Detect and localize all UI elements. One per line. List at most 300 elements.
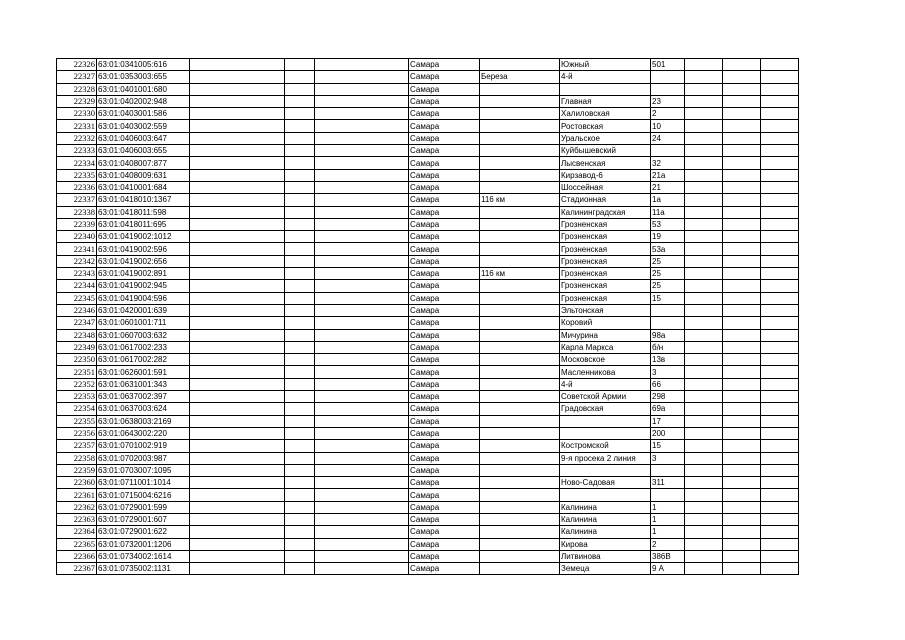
cell-num: 22329 xyxy=(57,95,97,107)
table-row xyxy=(57,317,799,329)
cell-c12 xyxy=(761,415,799,427)
cell-c10 xyxy=(685,317,723,329)
cell-cadastral: 63:01:0419002:596 xyxy=(97,243,190,255)
cell-c12 xyxy=(761,427,799,439)
cell-c10 xyxy=(685,403,723,415)
cell-city: Самара xyxy=(409,464,480,476)
table-row xyxy=(57,59,799,71)
cell-cadastral: 63:01:0419004:596 xyxy=(97,292,190,304)
table-row xyxy=(57,268,799,280)
cell-c4 xyxy=(285,391,315,403)
cell-num: 22345 xyxy=(57,292,97,304)
cell-locality xyxy=(480,354,560,366)
cell-num: 22359 xyxy=(57,464,97,476)
cell-c10 xyxy=(685,132,723,144)
cell-c5 xyxy=(315,477,409,489)
cell-num: 22335 xyxy=(57,169,97,181)
cell-c11 xyxy=(723,563,761,575)
cell-num: 22339 xyxy=(57,218,97,230)
cell-c12 xyxy=(761,452,799,464)
cell-house xyxy=(651,317,685,329)
cell-num: 22357 xyxy=(57,440,97,452)
cell-street: Литвинова xyxy=(560,550,651,562)
cell-c12 xyxy=(761,378,799,390)
cell-c10 xyxy=(685,489,723,501)
cell-c11 xyxy=(723,120,761,132)
table-row xyxy=(57,452,799,464)
cell-house: 32 xyxy=(651,157,685,169)
cell-c3 xyxy=(190,194,285,206)
cell-street: Кирова xyxy=(560,538,651,550)
cell-city: Самара xyxy=(409,391,480,403)
cell-c3 xyxy=(190,501,285,513)
cell-c10 xyxy=(685,108,723,120)
cell-c4 xyxy=(285,268,315,280)
cell-c10 xyxy=(685,292,723,304)
cell-house: 10 xyxy=(651,120,685,132)
cell-c3 xyxy=(190,489,285,501)
cell-city: Самара xyxy=(409,378,480,390)
cell-house: 19 xyxy=(651,231,685,243)
table-row xyxy=(57,489,799,501)
cell-c12 xyxy=(761,71,799,83)
cell-c12 xyxy=(761,169,799,181)
cell-street xyxy=(560,427,651,439)
cell-num: 22326 xyxy=(57,59,97,71)
cell-house: 25 xyxy=(651,280,685,292)
cell-city: Самара xyxy=(409,280,480,292)
cell-c4 xyxy=(285,108,315,120)
cell-c4 xyxy=(285,120,315,132)
cell-c10 xyxy=(685,95,723,107)
cell-cadastral: 63:01:0418011:598 xyxy=(97,206,190,218)
cell-c11 xyxy=(723,181,761,193)
cell-num: 22342 xyxy=(57,255,97,267)
cell-c11 xyxy=(723,329,761,341)
table-row xyxy=(57,403,799,415)
cell-cadastral: 63:01:0607003:632 xyxy=(97,329,190,341)
cell-c3 xyxy=(190,280,285,292)
table-row xyxy=(57,83,799,95)
cell-city: Самара xyxy=(409,477,480,489)
cell-num: 22355 xyxy=(57,415,97,427)
cell-c12 xyxy=(761,501,799,513)
cell-c10 xyxy=(685,477,723,489)
cell-city: Самара xyxy=(409,329,480,341)
table-row xyxy=(57,391,799,403)
cell-c10 xyxy=(685,378,723,390)
cell-c4 xyxy=(285,95,315,107)
cell-c5 xyxy=(315,59,409,71)
cell-c10 xyxy=(685,59,723,71)
table-row xyxy=(57,231,799,243)
cell-locality xyxy=(480,145,560,157)
cell-street xyxy=(560,489,651,501)
cell-house: 53 xyxy=(651,218,685,230)
cell-c5 xyxy=(315,317,409,329)
table-row xyxy=(57,526,799,538)
cell-c5 xyxy=(315,391,409,403)
cell-c5 xyxy=(315,563,409,575)
cell-num: 22333 xyxy=(57,145,97,157)
cell-c10 xyxy=(685,218,723,230)
cell-locality xyxy=(480,292,560,304)
cell-c12 xyxy=(761,341,799,353)
cell-c3 xyxy=(190,391,285,403)
cell-locality xyxy=(480,280,560,292)
cell-c12 xyxy=(761,194,799,206)
cell-city: Самара xyxy=(409,526,480,538)
cell-c5 xyxy=(315,501,409,513)
cell-cadastral: 63:01:0406003:647 xyxy=(97,132,190,144)
cell-street: Калинина xyxy=(560,526,651,538)
cell-c5 xyxy=(315,329,409,341)
cell-c10 xyxy=(685,157,723,169)
cell-c11 xyxy=(723,95,761,107)
cell-c11 xyxy=(723,464,761,476)
table-row xyxy=(57,550,799,562)
cell-locality xyxy=(480,415,560,427)
cell-c11 xyxy=(723,71,761,83)
cell-c4 xyxy=(285,378,315,390)
cell-c3 xyxy=(190,218,285,230)
cell-c10 xyxy=(685,169,723,181)
cell-c10 xyxy=(685,366,723,378)
cell-street: Халиловская xyxy=(560,108,651,120)
cell-c3 xyxy=(190,181,285,193)
table-row xyxy=(57,132,799,144)
cell-street: Градовская xyxy=(560,403,651,415)
cell-num: 22350 xyxy=(57,354,97,366)
cell-c10 xyxy=(685,550,723,562)
cell-street: Калининградская xyxy=(560,206,651,218)
cell-num: 22344 xyxy=(57,280,97,292)
table-row xyxy=(57,243,799,255)
cell-street: Грозненская xyxy=(560,243,651,255)
cell-house: 24 xyxy=(651,132,685,144)
cell-house: 311 xyxy=(651,477,685,489)
cell-c11 xyxy=(723,477,761,489)
cell-c12 xyxy=(761,354,799,366)
cell-c11 xyxy=(723,526,761,538)
cell-c10 xyxy=(685,329,723,341)
cell-c11 xyxy=(723,538,761,550)
cell-c10 xyxy=(685,563,723,575)
cell-locality xyxy=(480,169,560,181)
cell-house: 501 xyxy=(651,59,685,71)
cell-c10 xyxy=(685,243,723,255)
cell-num: 22328 xyxy=(57,83,97,95)
cell-c10 xyxy=(685,526,723,538)
cell-c10 xyxy=(685,513,723,525)
cell-c11 xyxy=(723,427,761,439)
cell-c5 xyxy=(315,71,409,83)
cell-c4 xyxy=(285,550,315,562)
cell-c3 xyxy=(190,71,285,83)
cell-c5 xyxy=(315,231,409,243)
table-body xyxy=(57,59,799,575)
cell-c3 xyxy=(190,95,285,107)
cell-c3 xyxy=(190,255,285,267)
cell-house: 53а xyxy=(651,243,685,255)
cell-c4 xyxy=(285,181,315,193)
cell-c5 xyxy=(315,181,409,193)
cell-c12 xyxy=(761,83,799,95)
cell-c4 xyxy=(285,403,315,415)
cell-locality xyxy=(480,132,560,144)
cell-city: Самара xyxy=(409,489,480,501)
cell-street: Куйбышевский xyxy=(560,145,651,157)
cell-c5 xyxy=(315,403,409,415)
cell-locality xyxy=(480,243,560,255)
cell-cadastral: 63:01:0403001:586 xyxy=(97,108,190,120)
cell-city: Самара xyxy=(409,194,480,206)
cell-house: 25 xyxy=(651,255,685,267)
cell-c12 xyxy=(761,292,799,304)
cell-c12 xyxy=(761,145,799,157)
cell-c12 xyxy=(761,59,799,71)
cell-c12 xyxy=(761,538,799,550)
cell-num: 22354 xyxy=(57,403,97,415)
cell-cadastral: 63:01:0638003:2169 xyxy=(97,415,190,427)
cell-c4 xyxy=(285,194,315,206)
cell-c3 xyxy=(190,354,285,366)
cell-num: 22366 xyxy=(57,550,97,562)
cell-city: Самара xyxy=(409,354,480,366)
cell-c3 xyxy=(190,513,285,525)
cell-c10 xyxy=(685,280,723,292)
cell-city: Самара xyxy=(409,452,480,464)
cell-street: Карла Маркса xyxy=(560,341,651,353)
cell-c3 xyxy=(190,366,285,378)
table-row xyxy=(57,341,799,353)
table-row xyxy=(57,354,799,366)
cell-num: 22358 xyxy=(57,452,97,464)
cell-c10 xyxy=(685,83,723,95)
cell-house: 386В xyxy=(651,550,685,562)
cell-c3 xyxy=(190,231,285,243)
cell-locality xyxy=(480,550,560,562)
cell-c5 xyxy=(315,415,409,427)
table-row xyxy=(57,366,799,378)
cell-cadastral: 63:01:0419002:1012 xyxy=(97,231,190,243)
cell-house: 13в xyxy=(651,354,685,366)
cell-c3 xyxy=(190,440,285,452)
cell-street xyxy=(560,415,651,427)
cell-c3 xyxy=(190,341,285,353)
table-row xyxy=(57,206,799,218)
cell-city: Самара xyxy=(409,255,480,267)
cell-c3 xyxy=(190,403,285,415)
cell-city: Самара xyxy=(409,563,480,575)
cell-c11 xyxy=(723,341,761,353)
cell-c4 xyxy=(285,513,315,525)
cell-cadastral: 63:01:0410001:684 xyxy=(97,181,190,193)
cell-c12 xyxy=(761,464,799,476)
cell-city: Самара xyxy=(409,243,480,255)
cell-c11 xyxy=(723,268,761,280)
cell-locality xyxy=(480,403,560,415)
cell-c12 xyxy=(761,218,799,230)
cell-house: 298 xyxy=(651,391,685,403)
cell-city: Самара xyxy=(409,120,480,132)
cell-city: Самара xyxy=(409,538,480,550)
cell-locality xyxy=(480,464,560,476)
cell-city: Самара xyxy=(409,268,480,280)
cell-street: Костромской xyxy=(560,440,651,452)
cell-street: Грозненская xyxy=(560,255,651,267)
cell-c11 xyxy=(723,108,761,120)
cell-c5 xyxy=(315,464,409,476)
cell-c11 xyxy=(723,292,761,304)
cell-street: Грозненская xyxy=(560,231,651,243)
cell-street: Грозненская xyxy=(560,280,651,292)
cell-city: Самара xyxy=(409,403,480,415)
cell-c12 xyxy=(761,329,799,341)
cell-c11 xyxy=(723,218,761,230)
cell-cadastral: 63:01:0702003:987 xyxy=(97,452,190,464)
cell-c5 xyxy=(315,169,409,181)
cell-locality xyxy=(480,341,560,353)
cell-c10 xyxy=(685,145,723,157)
cell-cadastral: 63:01:0419002:656 xyxy=(97,255,190,267)
table-row xyxy=(57,218,799,230)
cell-city: Самара xyxy=(409,83,480,95)
cell-c3 xyxy=(190,304,285,316)
cell-c4 xyxy=(285,526,315,538)
cell-num: 22343 xyxy=(57,268,97,280)
cell-num: 22327 xyxy=(57,71,97,83)
cell-c3 xyxy=(190,464,285,476)
cell-house: 1а xyxy=(651,194,685,206)
table-row xyxy=(57,304,799,316)
cell-c12 xyxy=(761,255,799,267)
cell-num: 22353 xyxy=(57,391,97,403)
cell-house: 1 xyxy=(651,513,685,525)
cell-house xyxy=(651,304,685,316)
cell-cadastral: 63:01:0353003:655 xyxy=(97,71,190,83)
table-row xyxy=(57,513,799,525)
cell-c10 xyxy=(685,206,723,218)
cell-c11 xyxy=(723,255,761,267)
cell-num: 22363 xyxy=(57,513,97,525)
cell-c12 xyxy=(761,280,799,292)
table-row xyxy=(57,71,799,83)
cell-house: 21а xyxy=(651,169,685,181)
cell-house: 15 xyxy=(651,292,685,304)
cell-locality xyxy=(480,83,560,95)
cell-c3 xyxy=(190,538,285,550)
cell-c5 xyxy=(315,120,409,132)
cell-house: 9 А xyxy=(651,563,685,575)
cell-cadastral: 63:01:0403002:559 xyxy=(97,120,190,132)
cell-cadastral: 63:01:0735002:1131 xyxy=(97,563,190,575)
cell-city: Самара xyxy=(409,317,480,329)
cell-cadastral: 63:01:0631001:343 xyxy=(97,378,190,390)
cell-locality xyxy=(480,526,560,538)
cell-c4 xyxy=(285,366,315,378)
cell-locality xyxy=(480,329,560,341)
cell-cadastral: 63:01:0732001:1206 xyxy=(97,538,190,550)
cell-c4 xyxy=(285,563,315,575)
cell-num: 22337 xyxy=(57,194,97,206)
cell-street: 4-й xyxy=(560,71,651,83)
cell-c11 xyxy=(723,231,761,243)
cell-num: 22349 xyxy=(57,341,97,353)
cell-c12 xyxy=(761,563,799,575)
cell-c4 xyxy=(285,157,315,169)
cell-c10 xyxy=(685,304,723,316)
cell-house: 11а xyxy=(651,206,685,218)
cell-c4 xyxy=(285,231,315,243)
cell-street: Южный xyxy=(560,59,651,71)
cell-cadastral: 63:01:0401001:680 xyxy=(97,83,190,95)
cell-city: Самара xyxy=(409,501,480,513)
cell-c11 xyxy=(723,280,761,292)
cell-house: 3 xyxy=(651,366,685,378)
cell-cadastral: 63:01:0341005:616 xyxy=(97,59,190,71)
cell-street: Эльтонская xyxy=(560,304,651,316)
cell-c11 xyxy=(723,489,761,501)
cell-c10 xyxy=(685,538,723,550)
cell-c11 xyxy=(723,378,761,390)
cell-street xyxy=(560,83,651,95)
cell-c3 xyxy=(190,292,285,304)
cell-num: 22331 xyxy=(57,120,97,132)
cell-street: Мичурина xyxy=(560,329,651,341)
cell-street: Стадионная xyxy=(560,194,651,206)
cell-c11 xyxy=(723,550,761,562)
cell-cadastral: 63:01:0420001:639 xyxy=(97,304,190,316)
cell-city: Самара xyxy=(409,304,480,316)
cell-num: 22351 xyxy=(57,366,97,378)
cell-c4 xyxy=(285,145,315,157)
cell-house: 23 xyxy=(651,95,685,107)
cell-locality xyxy=(480,108,560,120)
cell-num: 22365 xyxy=(57,538,97,550)
cell-cadastral: 63:01:0418011:695 xyxy=(97,218,190,230)
cell-c11 xyxy=(723,501,761,513)
cell-c11 xyxy=(723,59,761,71)
cell-c3 xyxy=(190,526,285,538)
cell-c12 xyxy=(761,317,799,329)
table-row xyxy=(57,415,799,427)
cell-c5 xyxy=(315,489,409,501)
cell-c11 xyxy=(723,391,761,403)
cell-street: Главная xyxy=(560,95,651,107)
cell-c5 xyxy=(315,255,409,267)
cell-cadastral: 63:01:0419002:891 xyxy=(97,268,190,280)
cell-c5 xyxy=(315,550,409,562)
cell-c3 xyxy=(190,243,285,255)
cell-c5 xyxy=(315,440,409,452)
cell-num: 22361 xyxy=(57,489,97,501)
cell-city: Самара xyxy=(409,415,480,427)
cell-cadastral: 63:01:0601001:711 xyxy=(97,317,190,329)
cell-cadastral: 63:01:0617002:282 xyxy=(97,354,190,366)
table-row xyxy=(57,563,799,575)
cell-house: 1 xyxy=(651,501,685,513)
cell-locality xyxy=(480,181,560,193)
cell-house: 15 xyxy=(651,440,685,452)
cell-c5 xyxy=(315,108,409,120)
cell-house xyxy=(651,83,685,95)
cell-c3 xyxy=(190,120,285,132)
cell-cadastral: 63:01:0711001:1014 xyxy=(97,477,190,489)
cell-c4 xyxy=(285,83,315,95)
cell-cadastral: 63:01:0715004:6216 xyxy=(97,489,190,501)
cell-street: Земеца xyxy=(560,563,651,575)
